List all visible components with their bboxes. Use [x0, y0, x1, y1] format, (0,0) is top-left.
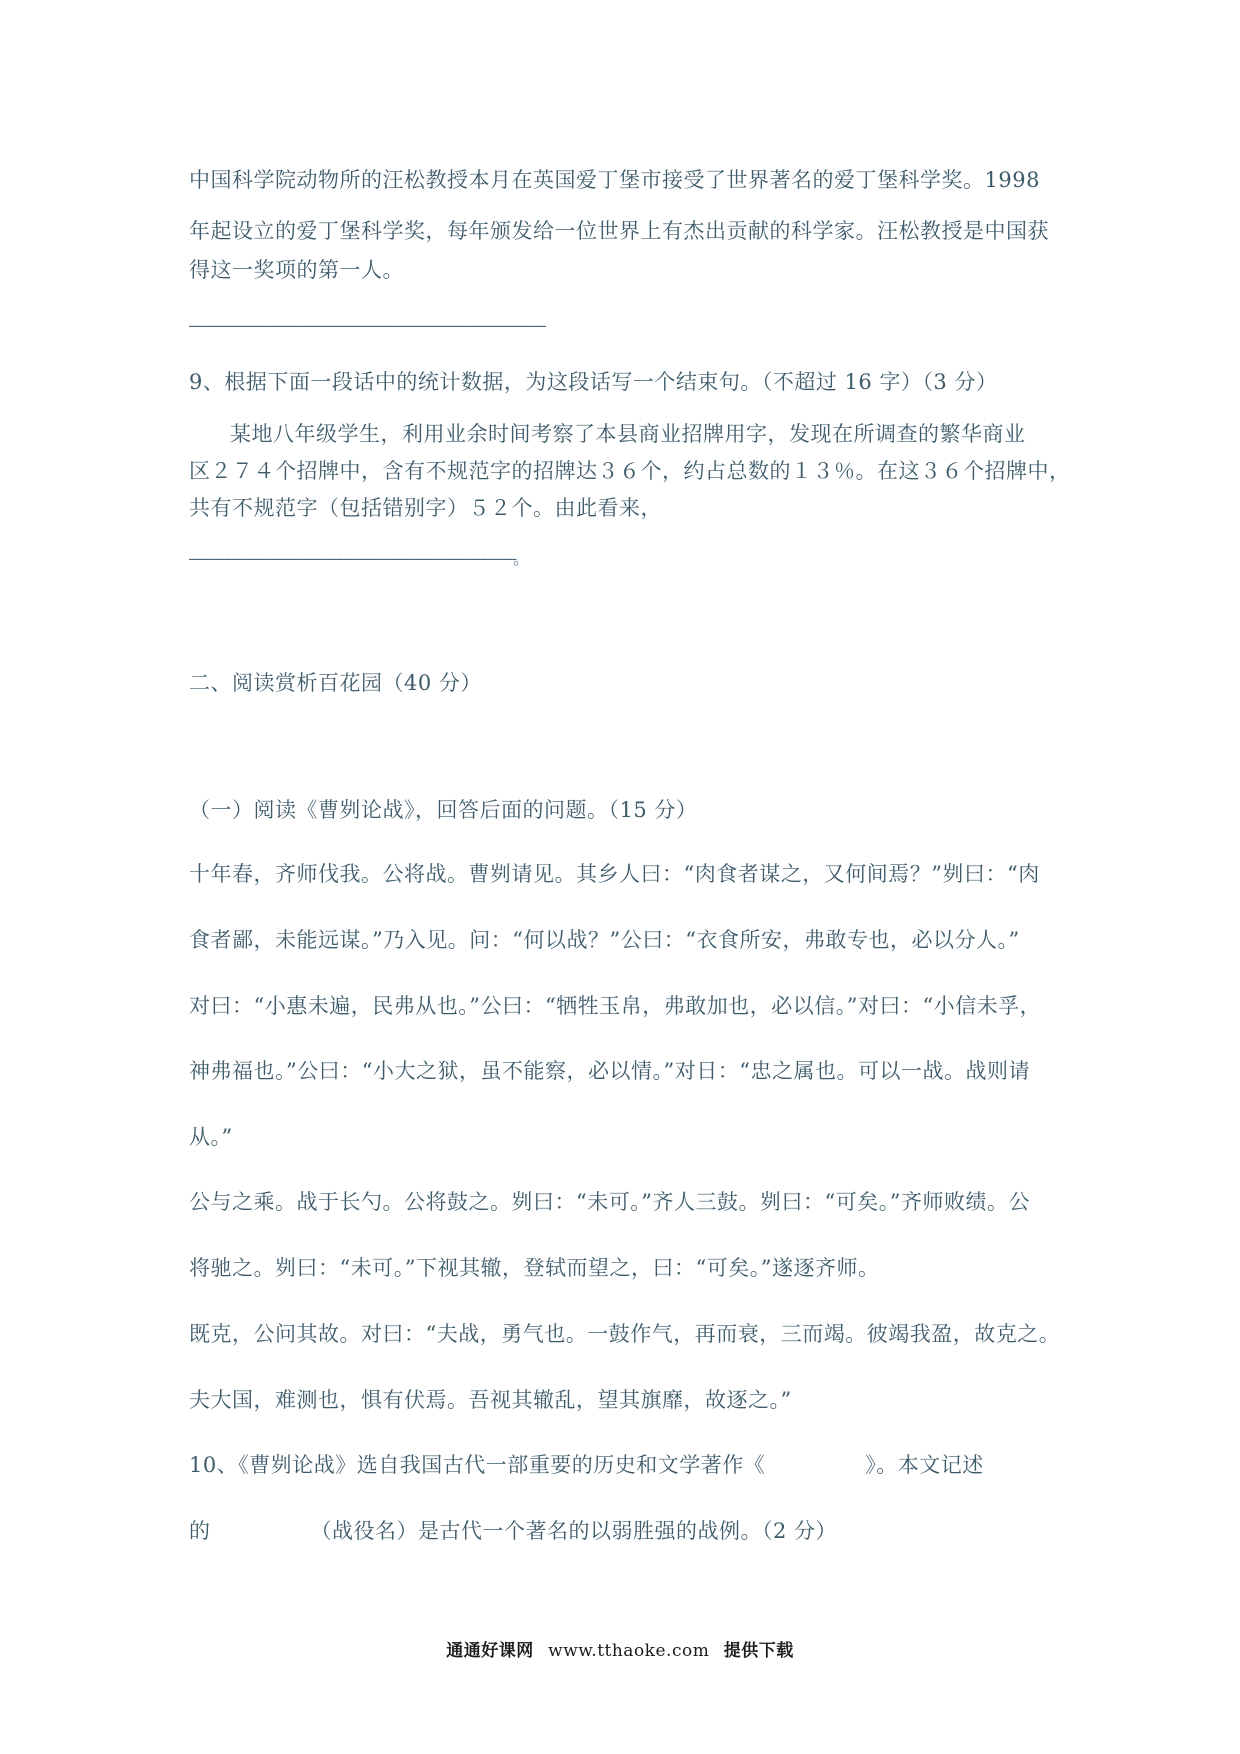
- question-10-text-c: 的: [189, 1519, 211, 1543]
- question-10-line-1: [189, 1455, 984, 1476]
- passage-line-2: 年起设立的爱丁堡科学奖，每年颁发给一位世界上有杰出贡献的科学家。汪松教授是中国获: [189, 219, 1049, 243]
- reading-text-line-4: 神弗福也。”公曰：“小大之狱，虽不能察，必以情。”对日：“忠之属也。可以一战。战则请: [189, 1059, 1030, 1083]
- reading-text-line-3: 对曰：“小惠未遍，民弗从也。”公曰：“牺牲玉帛，弗敢加也，必以信。”对曰：“小信未孚，: [189, 994, 1042, 1018]
- section-2-title: 二、阅读赏析百花园（40 分）: [189, 671, 482, 695]
- q9-paragraph-line-3: 共有不规范字（包括错别字）５２个。由此看来，: [189, 496, 662, 520]
- reading-text-line-1: 十年春，齐师伐我。公将战。曹刿请见。其乡人曰：“肉食者谋之，又何间焉？”刿曰：“肉: [189, 862, 1040, 886]
- reading-1-title: （一）阅读《曹刿论战》，回答后面的问题。（15 分）: [189, 798, 698, 822]
- reading-text-line-6: 公与之乘。战于长勺。公将鼓之。刿曰：“未可。”齐人三鼓。刿曰：“可矣。”齐师败绩。公: [189, 1190, 1030, 1214]
- answer-line-1: ———————————————————————————————————————————————————————: [189, 316, 543, 335]
- answer-line-2: ————————————————————————————————————————————————————。: [189, 549, 526, 568]
- page-footer: [0, 1636, 1240, 1661]
- question-10-line-2: [189, 1521, 837, 1542]
- passage-line-1: 中国科学院动物所的汪松教授本月在英国爱丁堡市接受了世界著名的爱丁堡科学奖。1998: [189, 168, 1040, 192]
- passage-line-3: 得这一奖项的第一人。: [189, 258, 404, 282]
- reading-text-line-5: 从。”: [189, 1125, 233, 1149]
- footer-site-name: 通通好课网: [446, 1641, 534, 1661]
- question-10-text-a: 10、《曹刿论战》选自我国古代一部重要的历史和文学著作《: [189, 1453, 766, 1477]
- question-10-text-d: （战役名）是古代一个著名的以弱胜强的战例。（2 分）: [310, 1519, 838, 1543]
- question-10-text-b: 》。本文记述: [865, 1453, 984, 1477]
- q9-paragraph-line-1: 某地八年级学生，利用业余时间考察了本县商业招牌用字，发现在所调查的繁华商业: [230, 422, 1026, 446]
- q9-paragraph-line-2: 区２７４个招牌中，含有不规范字的招牌达３６个，约占总数的１３％。在这３６个招牌中，: [189, 459, 1071, 483]
- reading-text-line-8: 既克，公问其故。对曰：“夫战，勇气也。一鼓作气，再而衰，三而竭。彼竭我盈，故克之。: [189, 1322, 1061, 1346]
- question-9-title: 9、根据下面一段话中的统计数据，为这段话写一个结束句。（不超过 16 字）（3 分）: [189, 370, 998, 394]
- reading-text-line-9: 夫大国，难测也，惧有伏焉。吾视其辙乱，望其旗靡，故逐之。”: [189, 1388, 792, 1412]
- reading-text-line-7: 将驰之。刿曰：“未可。”下视其辙，登轼而望之，曰：“可矣。”遂逐齐师。: [189, 1256, 880, 1280]
- footer-download-text: 提供下载: [723, 1641, 794, 1661]
- reading-text-line-2: 食者鄙，未能远谋。”乃入见。问：“何以战？”公曰：“衣食所安，弗敢专也，必以分人。”: [189, 928, 1020, 952]
- footer-url[interactable]: www.tthaoke.com: [548, 1641, 710, 1661]
